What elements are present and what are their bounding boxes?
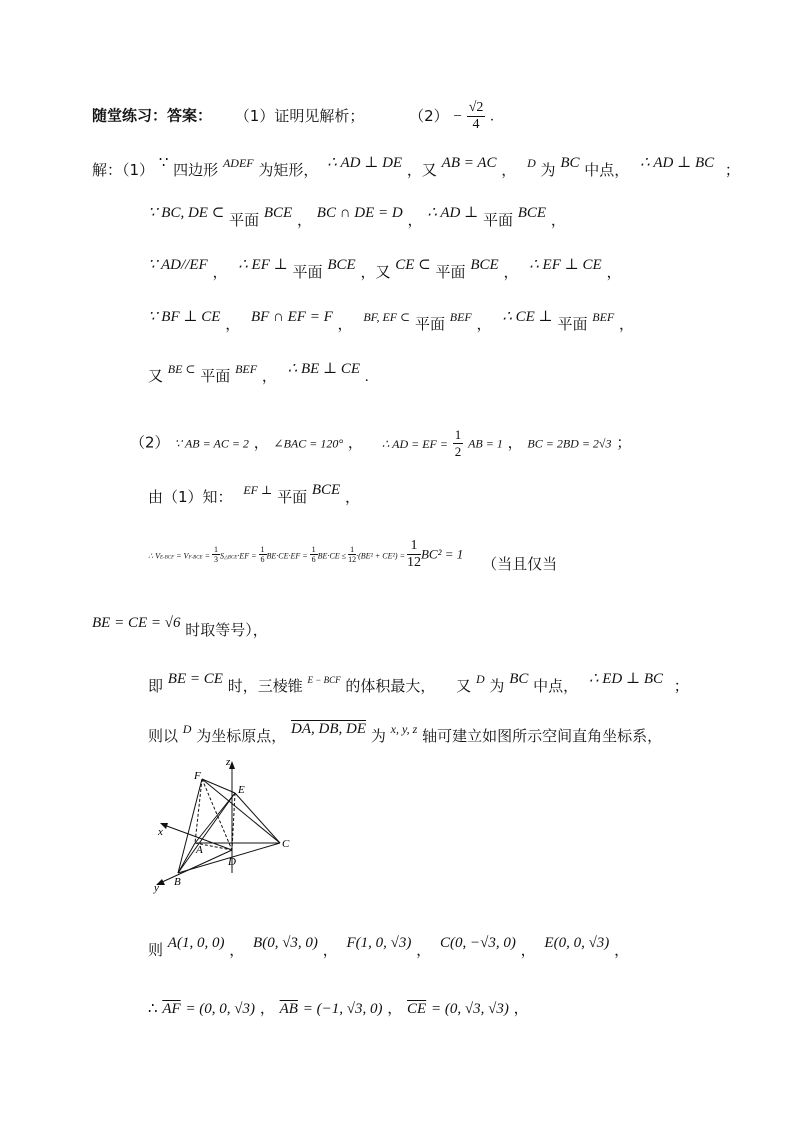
text: ，又 [360,263,391,281]
point-A: A(1, 0, 0) [167,935,225,951]
math: ∵ AB = AC = 2 [174,436,249,451]
fraction [310,545,318,564]
math: EF ⊥ [243,483,273,497]
text: ， [259,999,275,1017]
math: BF ∩ EF = F [250,309,333,325]
text: 又 [148,367,164,385]
label-x: x [158,826,163,838]
math: BE·CE ≤ [317,551,349,561]
math: = (0, 0, √3) [185,1001,256,1017]
label-y: y [154,882,159,894]
answer-denominator: 4 [472,117,480,132]
math: ∠BAC = 120° [273,436,344,451]
text: 中点， [533,677,579,695]
text: 为矩形， [258,161,319,179]
math: = (−1, √3, 0) [302,1001,383,1017]
text: 的体积最大， [345,677,436,695]
point-C: C(0, −√3, 0) [439,935,516,951]
text: ， [550,211,566,229]
text: ， [619,315,635,333]
text: 则以 [148,727,179,745]
math: ∴ V [148,551,160,561]
math: AB = AC [441,155,497,171]
math: BCE [327,257,356,273]
sol2-line6 [148,721,663,747]
text: ， [387,999,403,1017]
math: CE ⊂ [395,257,431,273]
text: 为坐标原点， [196,727,287,745]
math: ∵ BF ⊥ CE [148,309,221,325]
math: D [527,156,536,170]
text: ， [296,211,312,229]
math: AB = 1 [468,436,503,451]
text: 平面 [200,367,231,385]
label-z: z [226,756,231,768]
text: ， [347,433,363,452]
math: ·(BE² + CE²) = [356,551,407,561]
text: 时取等号）， [185,621,268,639]
denominator: 6 [260,555,265,564]
math: ∵ BC, DE ⊂ [148,205,225,221]
text: 平面 [557,315,588,333]
point-E: E(0, 0, √3) [544,935,610,951]
text: 平面 [229,211,260,229]
coordinate-figure [150,755,300,895]
math: BCE [517,205,547,221]
math: = (0, √3, √3) [430,1001,509,1017]
text: 为 [370,727,386,745]
text: ， [416,941,432,959]
denominator: 12 [348,555,357,564]
text: 中点， [584,161,630,179]
text: 平面 [414,315,445,333]
label-B: B [174,876,181,888]
math: BF, EF ⊂ [363,310,411,324]
math: ∴ CE ⊥ [502,309,553,325]
math: = V [174,551,189,561]
numerator: 1 [214,545,219,554]
vector-AB: $\overline{AB}$ [279,1001,298,1017]
subscript: F-BCE [188,555,203,561]
sol2-line4 [92,615,268,641]
answer-part1: （1）证明见解析； [234,106,365,125]
math: ∴ ED ⊥ BC [588,671,664,687]
label-A: A [196,844,203,856]
math: D [182,722,192,736]
text: 平面 [435,263,466,281]
math: ∴ EF ⊥ [238,257,288,273]
label-E: E [238,784,245,796]
math: BE·CE·EF = [266,551,310,561]
math: ∵ AD//EF [148,257,208,273]
math: BE ⊂ [167,362,196,376]
math: BCE [470,257,499,273]
text: 由（1）知： [148,488,233,506]
numerator: 1 [454,427,462,442]
fraction [212,545,220,564]
answer-part2: （2） [409,106,449,125]
answer-sign: − [453,108,462,125]
because-symbol: ∵ [158,155,169,171]
math: ·EF = [237,551,259,561]
text: 则 [148,941,164,959]
vector-AF: $\overline{AF}$ [162,1001,181,1017]
therefore-symbol: ∴ [148,1001,158,1017]
sol1-line1 [92,155,740,181]
numerator: 1 [407,538,421,555]
point-F: F(1, 0, √3) [346,935,412,951]
sol1-line2 [148,205,566,231]
math: D [475,672,485,686]
text: 平面 [482,211,513,229]
math: BCE [263,205,293,221]
math: BEF [235,362,258,376]
text: ； [616,433,632,452]
text: 为 [489,677,505,695]
numerator: 1 [350,545,355,554]
math: BC ∩ DE = D [316,205,403,221]
label-D: D [228,856,236,868]
text: 又 [456,677,472,695]
math: BE = CE [167,671,223,687]
text: ， [229,941,245,959]
math: E − BCF [307,675,341,685]
text: ， [476,315,492,333]
label-F: F [194,770,201,782]
sol1-line4 [148,309,635,335]
text: 平面 [277,488,308,506]
sol1-line3 [148,257,622,283]
sol2-line8-vectors [148,998,529,1019]
math: BC² = 1 [420,546,464,562]
text: ， [606,263,622,281]
sol1-line5 [148,361,369,387]
text: ， [507,433,523,452]
subscript: △BCE [224,555,238,561]
text: ； [724,161,740,179]
point-B: B(0, √3, 0) [253,935,318,951]
text: （2） [130,433,170,452]
sol2-line2 [148,482,360,508]
text: ， [344,488,360,506]
text: ， [513,999,529,1017]
label-jie: 解：（1） [92,161,155,179]
math: ADEF [222,156,254,170]
denominator: 3 [214,555,219,564]
text: ， [614,941,630,959]
text: ， [322,941,338,959]
math: BE = CE = √6 [92,615,181,631]
text: ， [337,315,353,333]
text: 轴可建立如图所示空间直角坐标系， [422,727,663,745]
text: ， [261,367,277,385]
text: 时，三棱锥 [227,677,303,695]
text: ， [407,211,423,229]
text: ， [503,263,519,281]
denominator: 2 [454,444,462,459]
text: 为 [540,161,556,179]
math: ∴ AD = EF = [381,436,448,451]
math: BEF [449,310,472,324]
text: ， [212,263,228,281]
math: ∴ AD ⊥ [427,205,479,221]
vectors: DA, DB, DE [291,721,367,737]
text: ， [253,433,269,452]
sol2-line7-coordinates [148,935,630,961]
fraction [348,545,356,564]
text: ， [520,941,536,959]
math: BEF [592,310,615,324]
text: 平面 [292,263,323,281]
text: 四边形 [173,161,219,179]
math: ∴ EF ⊥ CE [529,257,602,273]
math: BC [560,155,580,171]
text: . [364,369,369,385]
sol2-line3-volume [148,538,557,571]
answer-header [92,100,494,133]
math: x, y, z [390,722,418,736]
math: ∴ AD ⊥ DE [327,155,403,171]
exercise-title: 随堂练习：答案： [92,106,213,125]
math: BC = 2BD = 2√3 [527,436,612,451]
fraction-half [453,427,464,460]
subscript: E-BCF [159,555,175,561]
fraction [259,545,267,564]
numerator: 1 [260,545,265,554]
math: BC [509,671,529,687]
text: ； [673,677,689,695]
answer-period: . [490,108,494,125]
denominator: 12 [406,555,421,570]
math: ∴ BE ⊥ CE [287,361,361,377]
label-C: C [282,838,290,850]
text: ， [225,315,241,333]
text: ， [501,161,517,179]
sol2-line5 [148,671,689,698]
vector-CE: $\overline{CE}$ [407,1001,427,1017]
math: S [220,551,225,561]
text: 即 [148,677,164,695]
math: ∴ AD ⊥ BC [640,155,715,171]
fraction [407,538,421,571]
answer-fraction [467,100,486,133]
sol2-line1 [130,427,631,460]
denominator: 6 [311,555,316,564]
math: = [202,551,213,561]
text: （当且仅当 [482,554,558,573]
math: BCE [311,482,341,498]
text: ，又 [406,161,437,179]
answer-numerator: √2 [468,100,484,115]
numerator: 1 [311,545,316,554]
